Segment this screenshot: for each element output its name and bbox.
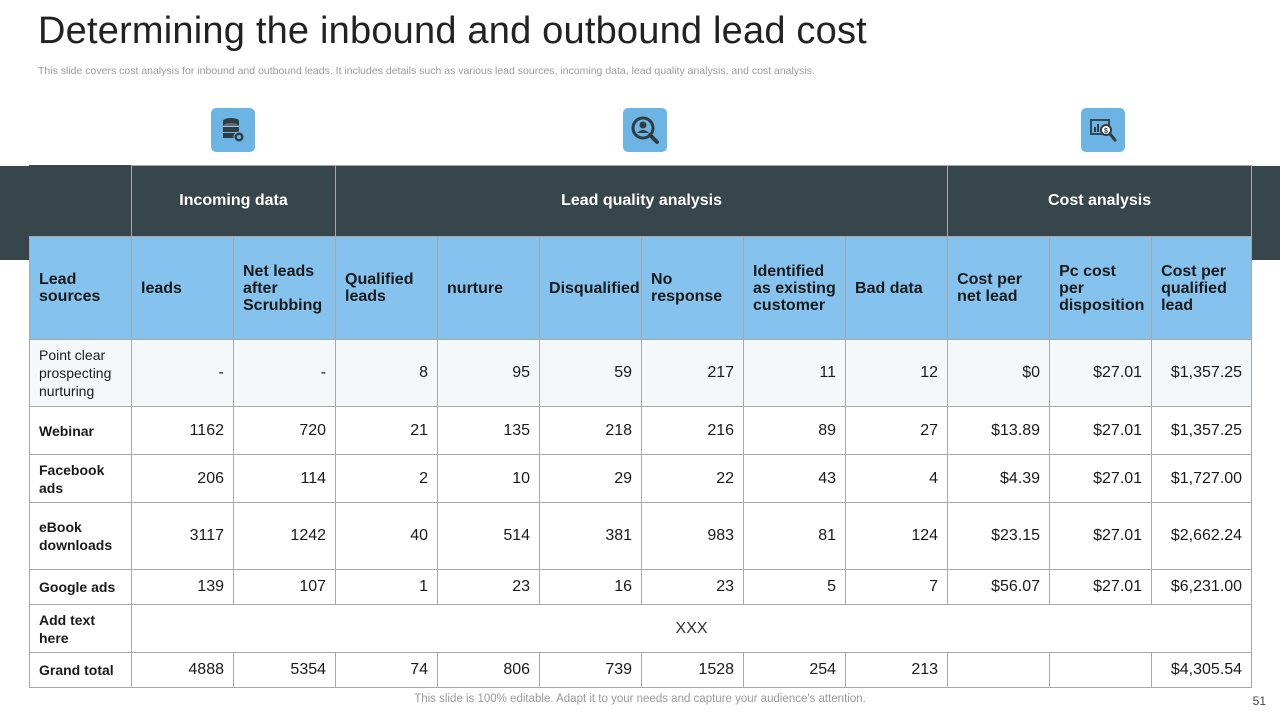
table-row	[30, 503, 1252, 570]
table-cell: 216	[642, 407, 744, 455]
column-header: Qualified leads	[336, 237, 438, 340]
table-cell: $27.01	[1050, 570, 1152, 605]
table-cell: 124	[846, 503, 948, 570]
column-header: Cost per qualified lead	[1152, 237, 1252, 340]
table-cell: 514	[438, 503, 540, 570]
row-label: Google ads	[30, 570, 132, 605]
column-header: Identified as existing customer	[744, 237, 846, 340]
table-cell: $1,727.00	[1152, 455, 1252, 503]
table-row	[30, 570, 1252, 605]
table-cell: 4	[846, 455, 948, 503]
group-header-blank	[30, 166, 132, 237]
table-row	[30, 407, 1252, 455]
table-cell: $27.01	[1050, 455, 1152, 503]
table-cell: 107	[234, 570, 336, 605]
column-header: leads	[132, 237, 234, 340]
table-cell: 254	[744, 653, 846, 688]
user-search-icon	[623, 108, 667, 152]
svg-text:$: $	[1104, 128, 1108, 135]
table-cell: $4.39	[948, 455, 1050, 503]
column-header: Bad data	[846, 237, 948, 340]
merged-placeholder-cell: XXX	[132, 605, 1252, 653]
table-cell: -	[132, 340, 234, 407]
lead-cost-table	[29, 165, 1252, 688]
table-cell: 89	[744, 407, 846, 455]
group-header-cost-analysis: Cost analysis	[948, 166, 1252, 237]
table-cell: 59	[540, 340, 642, 407]
row-label: Grand total	[30, 653, 132, 688]
table-cell: 4888	[132, 653, 234, 688]
table-cell: $13.89	[948, 407, 1050, 455]
table-cell: 381	[540, 503, 642, 570]
column-header: Net leads after Scrubbing	[234, 237, 336, 340]
column-header: Lead sources	[30, 237, 132, 340]
table-cell: 1242	[234, 503, 336, 570]
table-cell: 22	[642, 455, 744, 503]
table-cell: 81	[744, 503, 846, 570]
table-row-grand-total	[30, 653, 1252, 688]
table-cell: 74	[336, 653, 438, 688]
row-label: Facebook ads	[30, 455, 132, 503]
table-cell	[1050, 653, 1152, 688]
table-row-add-text	[30, 605, 1252, 653]
table-cell: 8	[336, 340, 438, 407]
table-cell: 23	[438, 570, 540, 605]
table-cell: 139	[132, 570, 234, 605]
table-cell: 218	[540, 407, 642, 455]
table-cell: $2,662.24	[1152, 503, 1252, 570]
table-cell: 217	[642, 340, 744, 407]
table-cell	[948, 653, 1050, 688]
table-cell: 11	[744, 340, 846, 407]
table-cell: 23	[642, 570, 744, 605]
column-header: Disqualified	[540, 237, 642, 340]
row-label: Webinar	[30, 407, 132, 455]
table-cell: $27.01	[1050, 503, 1152, 570]
table-cell: 29	[540, 455, 642, 503]
table-cell: $23.15	[948, 503, 1050, 570]
table-cell: $56.07	[948, 570, 1050, 605]
table-cell: 5	[744, 570, 846, 605]
table-cell: 3117	[132, 503, 234, 570]
table-cell: 21	[336, 407, 438, 455]
table-cell: 739	[540, 653, 642, 688]
page-number: 51	[1252, 694, 1266, 708]
column-header: nurture	[438, 237, 540, 340]
table-cell: 114	[234, 455, 336, 503]
table-cell: 983	[642, 503, 744, 570]
table-cell: 1528	[642, 653, 744, 688]
table-cell: 10	[438, 455, 540, 503]
table-cell: $1,357.25	[1152, 340, 1252, 407]
table-cell: 7	[846, 570, 948, 605]
slide-title: Determining the inbound and outbound lead cost	[38, 10, 867, 52]
column-header: Pc cost per disposition	[1050, 237, 1152, 340]
row-label: Point clear prospecting nurturing	[30, 340, 132, 407]
column-header: No response	[642, 237, 744, 340]
group-header-lead-quality: Lead quality analysis	[336, 166, 948, 237]
column-header: Cost per net lead	[948, 237, 1050, 340]
table-cell: 1	[336, 570, 438, 605]
table-cell: 2	[336, 455, 438, 503]
table-cell: -	[234, 340, 336, 407]
table-cell: 206	[132, 455, 234, 503]
table-cell: 40	[336, 503, 438, 570]
table-cell: 95	[438, 340, 540, 407]
table-row	[30, 340, 1252, 407]
table-cell: 5354	[234, 653, 336, 688]
row-label: Add text here	[30, 605, 132, 653]
table-cell: 806	[438, 653, 540, 688]
table-cell: 213	[846, 653, 948, 688]
table-cell: 720	[234, 407, 336, 455]
table-cell: $1,357.25	[1152, 407, 1252, 455]
table-cell: $27.01	[1050, 407, 1152, 455]
table-cell: $6,231.00	[1152, 570, 1252, 605]
table-cell: $0	[948, 340, 1050, 407]
table-cell: 16	[540, 570, 642, 605]
table-cell: 43	[744, 455, 846, 503]
chart-dollar-search-icon	[1081, 108, 1125, 152]
table-cell: $4,305.54	[1152, 653, 1252, 688]
footer-note: This slide is 100% editable. Adapt it to your needs and capture your audience's attention.	[414, 693, 866, 705]
table-row	[30, 455, 1252, 503]
slide-subtitle: This slide covers cost analysis for inbound and outbound leads. It includes details such as various lead sources, incoming data, lead quality analysis, and cost analysis.	[38, 65, 815, 77]
group-header-incoming-data: Incoming data	[132, 166, 336, 237]
table-cell: $27.01	[1050, 340, 1152, 407]
table-cell: 27	[846, 407, 948, 455]
table-cell: 12	[846, 340, 948, 407]
table-cell: 135	[438, 407, 540, 455]
table-cell: 1162	[132, 407, 234, 455]
row-label: eBook downloads	[30, 503, 132, 570]
database-gear-icon	[211, 108, 255, 152]
